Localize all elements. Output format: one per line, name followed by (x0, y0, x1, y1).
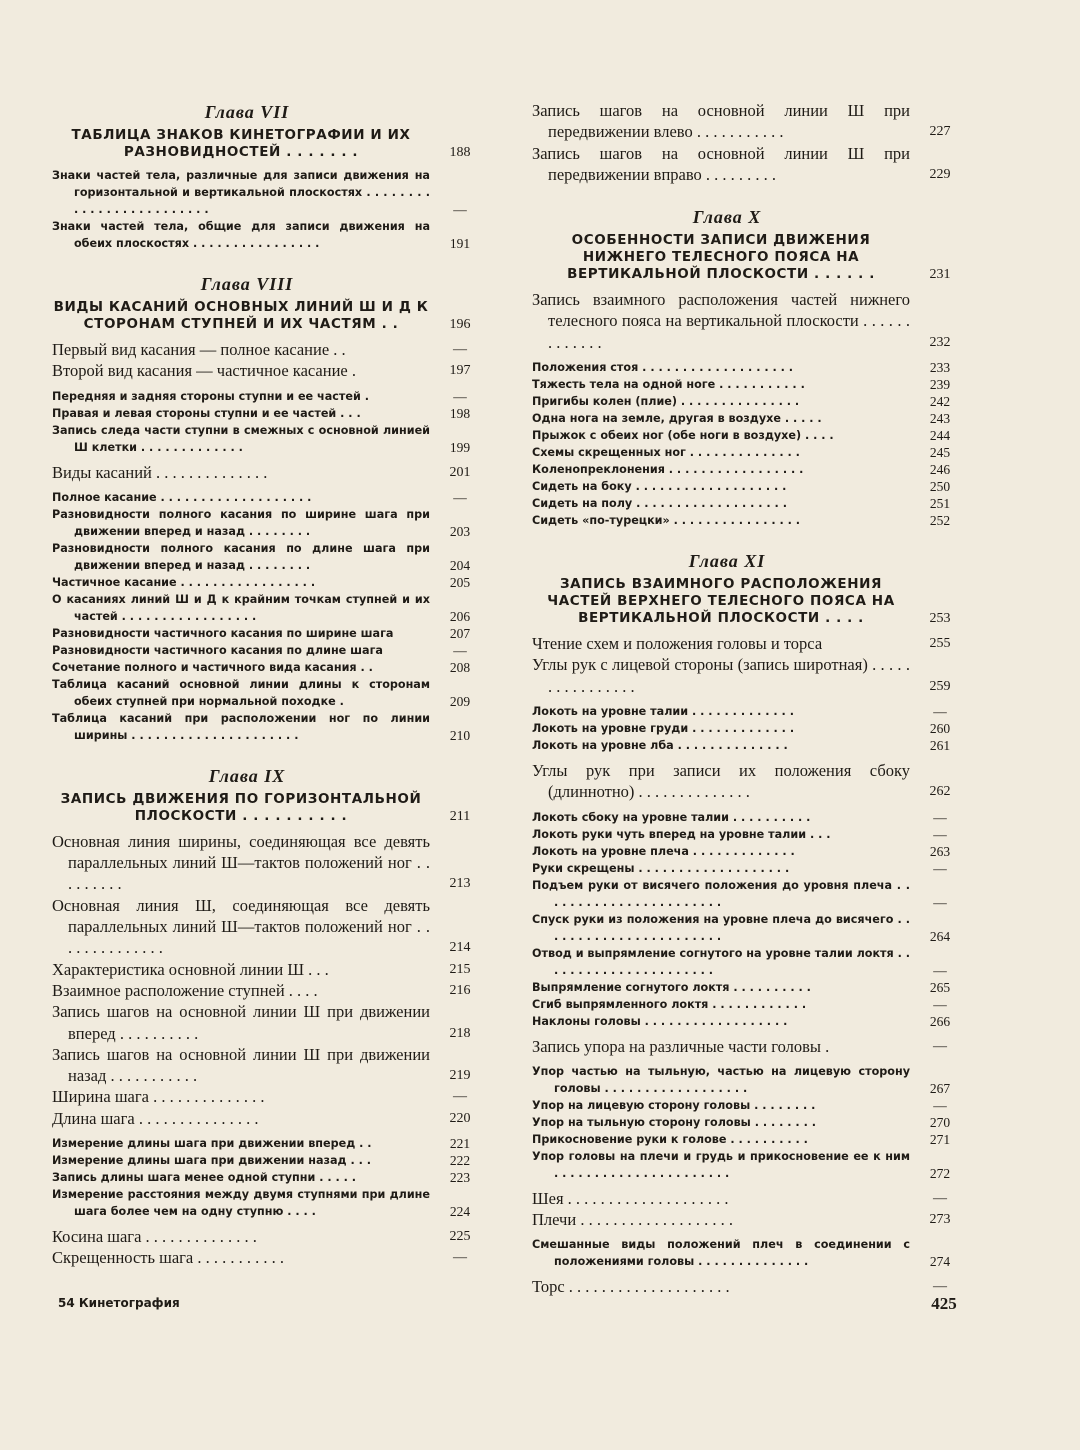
toc-entry (532, 100, 962, 143)
toc-entry-text: Отвод и выпрямление согнутого на уровне талии локтя . . . . . . . . . . . . . . . . . . . . . . (532, 946, 910, 977)
toc-entry-page: 214 (449, 940, 471, 956)
toc-entry-page: 270 (929, 1114, 951, 1130)
toc-entry-text: Косина шага . . . . . . . . . . . . . . (52, 1227, 257, 1247)
toc-entry-page: — (453, 1089, 467, 1105)
toc-entry (532, 1131, 962, 1148)
toc-entry-text: Упор частью на тыльную, частью на лицевую сторону головы . . . . . . . . . . . . . . . . . . (532, 1064, 910, 1095)
toc-entry-page: — (933, 1279, 947, 1295)
toc-entry-page: 203 (449, 523, 471, 539)
toc-entry-page: 233 (929, 360, 951, 376)
toc-entry (532, 1188, 962, 1209)
toc-entry-page: 221 (449, 1136, 471, 1152)
toc-entry-page: 250 (929, 479, 951, 495)
toc-entry-text: Чтение схем и положения головы и торса (532, 634, 823, 654)
toc-entry-page: — (453, 642, 467, 658)
toc-entry-page: 199 (449, 439, 471, 455)
toc-entry-page: — (453, 489, 467, 505)
toc-entry-text: Длина шага . . . . . . . . . . . . . . . (52, 1108, 259, 1128)
toc-entry-text: Разновидности полного касания по длине шага при движении вперед и назад . . . . . . . . (52, 541, 430, 572)
toc-entry (532, 393, 962, 410)
toc-entry-text: Локоть на уровне груди . . . . . . . . . . . . . (532, 721, 795, 735)
toc-entry (532, 410, 962, 427)
toc-entry (52, 1226, 482, 1247)
toc-entry-page: 245 (929, 445, 951, 461)
toc-entry-page: 229 (929, 166, 951, 182)
chapter-title: Глава X (692, 207, 762, 228)
toc-entry (532, 703, 962, 720)
toc-entry (52, 360, 482, 381)
toc-entry (532, 1148, 962, 1182)
toc-entry-page: 259 (929, 678, 951, 694)
toc-entry (52, 506, 482, 540)
toc-entry (532, 945, 962, 979)
chapter-heading-page: 188 (449, 145, 471, 160)
toc-entry-text: О касаниях линий Ш и Д к крайним точкам ступней и их частей . . . . . . . . . . . . . . . . . (52, 592, 430, 623)
toc-entry-text: Углы рук при записи их положения сбоку (длиннотно) . . . . . . . . . . . . . . (532, 760, 910, 802)
toc-left-column (52, 100, 482, 1269)
toc-entry-page: 227 (929, 124, 951, 140)
toc-entry-text: Запись взаимного расположения частей нижнего телесного пояса на вертикальной плоскости . . . . . . . . . . . . . (532, 290, 910, 352)
toc-entry-page: 260 (929, 720, 951, 736)
chapter-title: Глава XI (688, 551, 766, 572)
chapter-spacer (532, 529, 962, 549)
toc-entry-text: Выпрямление согнутого локтя . . . . . . . . . . (532, 980, 811, 994)
toc-entry-page: 224 (449, 1204, 471, 1220)
toc-entry (52, 895, 482, 959)
toc-entry-page: 215 (449, 961, 471, 977)
toc-entry (52, 959, 482, 980)
toc-entry-text: Локоть на уровне плеча . . . . . . . . . . . . . (532, 844, 795, 858)
toc-entry-page: — (453, 1250, 467, 1266)
chapter-heading-text: ОСОБЕННОСТИ ЗАПИСИ ДВИЖЕНИЯ НИЖНЕГО ТЕЛЕСНОГО ПОЯСА НА ВЕРТИКАЛЬНОЙ ПЛОСКОСТИ . . . . . . (567, 232, 875, 283)
chapter-heading-text: ЗАПИСЬ ВЗАИМНОГО РАСПОЛОЖЕНИЯ ЧАСТЕЙ ВЕРХНЕГО ТЕЛЕСНОГО ПОЯСА НА ВЕРТИКАЛЬНОЙ ПЛОСКОСТИ . . . . (547, 576, 895, 627)
toc-entry-page: 206 (449, 608, 471, 624)
toc-entry-text: Частичное касание . . . . . . . . . . . . . . . . . (52, 575, 316, 589)
toc-entry-page: 251 (929, 496, 951, 512)
toc-entry-text: Углы рук с лицевой стороны (запись широтная) . . . . . . . . . . . . . . . . (532, 655, 910, 696)
chapter-heading (532, 232, 962, 283)
chapter-spacer (52, 252, 482, 272)
toc-entry-text: Основная линия ширины, соединяющая все девять параллельных линий Ш—тактов положений ног . . . . . . . . . (52, 831, 430, 894)
toc-entry (532, 911, 962, 945)
toc-entry (52, 642, 482, 659)
toc-entry (532, 760, 962, 803)
chapter-heading-text: ТАБЛИЦА ЗНАКОВ КИНЕТОГРАФИИ И ИХ РАЗНОВИДНОСТЕЙ . . . . . . . (71, 127, 411, 160)
toc-entry-text: Локоть на уровне лба . . . . . . . . . . . . . . (532, 738, 788, 752)
toc-entry (532, 289, 962, 353)
toc-entry (532, 1209, 962, 1230)
toc-entry (532, 444, 962, 461)
toc-entry-text: Одна нога на земле, другая в воздухе . . . . . (532, 412, 822, 426)
toc-entry (532, 843, 962, 860)
toc-entry-text: Руки скрещены . . . . . . . . . . . . . . . . . . . (532, 861, 790, 875)
toc-entry-text: Спуск руки из положения на уровне плеча до висячего . . . . . . . . . . . . . . . . . . . . . . . (532, 912, 910, 943)
toc-entry-text: Разновидности полного касания по ширине шага при движении вперед и назад . . . . . . . . (52, 507, 430, 538)
toc-entry (52, 540, 482, 574)
toc-entry-text: Коленопреклонения . . . . . . . . . . . . . . . . . (532, 463, 804, 477)
toc-entry-page: — (933, 860, 947, 876)
toc-entry-text: Сидеть «по-турецки» . . . . . . . . . . . . . . . . (532, 514, 801, 528)
toc-entry-text: Схемы скрещенных ног . . . . . . . . . . . . . . (532, 446, 800, 460)
toc-entry (532, 512, 962, 529)
toc-entry-page: 222 (449, 1153, 471, 1169)
chapter-heading-page: 211 (449, 808, 471, 824)
toc-entry-text: Виды касаний . . . . . . . . . . . . . . (52, 462, 268, 482)
toc-entry-text: Сидеть на боку . . . . . . . . . . . . . . . . . . . (532, 480, 787, 494)
toc-entry-page: 223 (449, 1170, 471, 1186)
toc-entry (52, 1044, 482, 1087)
toc-entry-text: Взаимное расположение ступней . . . . (52, 980, 318, 1000)
toc-entry-page: 204 (449, 557, 471, 573)
toc-entry-text: Разновидности частичного касания по длине шага (52, 643, 383, 657)
toc-entry-page: 243 (929, 411, 951, 427)
toc-entry (52, 591, 482, 625)
toc-entry-text: Тяжесть тела на одной ноге . . . . . . . . . . . (532, 378, 805, 392)
chapter-heading (52, 299, 482, 333)
toc-entry-page: 207 (449, 625, 471, 641)
toc-entry (532, 979, 962, 996)
toc-entry-page: — (933, 1190, 947, 1206)
toc-entry-page: 264 (929, 928, 951, 944)
chapter-heading-page: 231 (929, 267, 951, 283)
toc-entry-page: 252 (929, 513, 951, 529)
toc-entry (52, 1135, 482, 1152)
toc-entry-page: 208 (449, 659, 471, 675)
toc-entry (52, 1247, 482, 1268)
toc-entry (52, 167, 482, 218)
toc-entry-page: 210 (449, 727, 471, 743)
toc-entry (532, 1097, 962, 1114)
toc-entry-page: — (933, 962, 947, 978)
toc-entry-page: — (453, 202, 467, 217)
toc-entry (532, 461, 962, 478)
toc-entry-page: — (933, 826, 947, 842)
toc-entry-text: Первый вид касания — полное касание . . (52, 340, 346, 359)
toc-entry-page: 271 (929, 1131, 951, 1147)
page-number: 425 (931, 1294, 957, 1313)
toc-entry-text: Разновидности частичного касания по ширине шага (52, 626, 394, 640)
toc-entry-text: Таблица касаний основной линии длины к сторонам обеих ступней при нормальной походке . (52, 677, 430, 708)
toc-entry-page: 261 (929, 737, 951, 753)
toc-entry-page: 244 (929, 428, 951, 444)
toc-entry (532, 860, 962, 877)
toc-entry-text: Запись следа части ступни в смежных с основной линией Ш клетки . . . . . . . . . . . . . (52, 423, 430, 454)
toc-entry-text: Локоть руки чуть вперед на уровне талии . . . (532, 827, 831, 841)
toc-entry (52, 710, 482, 744)
toc-entry-text: Запись шагов на основной линии Ш при передвижении влево . . . . . . . . . . . (532, 101, 910, 142)
toc-entry-text: Знаки частей тела, общие для записи движения на обеих плоскостях . . . . . . . . . . . . . . . . (52, 220, 430, 250)
toc-entry-text: Измерение длины шага при движении назад . . . (52, 1154, 372, 1168)
toc-entry-page: 255 (929, 636, 951, 652)
toc-entry-text: Характеристика основной линии Ш . . . (52, 959, 329, 979)
toc-entry-page: 191 (449, 236, 471, 251)
toc-entry-page: 239 (929, 377, 951, 393)
toc-entry (52, 625, 482, 642)
toc-entry (532, 478, 962, 495)
toc-entry (532, 809, 962, 826)
toc-entry-text: Локоть сбоку на уровне талии . . . . . . . . . . (532, 810, 811, 824)
toc-entry-text: Второй вид касания — частичное касание . (52, 361, 356, 381)
toc-entry-page: 263 (929, 843, 951, 859)
toc-entry-text: Измерение расстояния между двумя ступнями при длине шага более чем на одну ступню . . . . (52, 1188, 430, 1219)
toc-entry (52, 1001, 482, 1044)
toc-entry (52, 1169, 482, 1186)
toc-entry-page: 262 (929, 784, 951, 800)
toc-entry-page: — (933, 1038, 947, 1054)
toc-entry (532, 720, 962, 737)
toc-entry-page: 265 (929, 979, 951, 995)
toc-entry-text: Запись шагов на основной линии Ш при передвижении вправо . . . . . . . . . (532, 143, 910, 184)
toc-entry (52, 676, 482, 710)
toc-entry-text: Основная линия Ш, соединяющая все девять параллельных линий Ш—тактов положений ног . . . . . . . . . . . . . . (52, 895, 430, 958)
toc-entry-text: Запись шагов на основной линии Ш при движении вперед . . . . . . . . . . (52, 1002, 430, 1043)
toc-entry-page: 218 (449, 1025, 471, 1041)
toc-entry-text: Таблица касаний при расположении ног по линии ширины . . . . . . . . . . . . . . . . . . . . . (52, 711, 430, 742)
toc-entry-text: Локоть на уровне талии . . . . . . . . . . . . . (532, 704, 794, 718)
toc-entry-text: Упор на тыльную сторону головы . . . . . . . . (532, 1115, 816, 1129)
toc-entry (52, 218, 482, 252)
toc-entry (52, 405, 482, 422)
chapter-spacer (52, 744, 482, 764)
toc-entry (532, 1114, 962, 1131)
chapter-heading-text: ВИДЫ КАСАНИЙ ОСНОВНЫХ ЛИНИЙ Ш И Д К СТОРОНАМ СТУПНЕЙ И ИХ ЧАСТЯМ . . (53, 299, 429, 332)
toc-entry (52, 659, 482, 676)
chapter-heading (52, 127, 482, 161)
toc-entry (532, 376, 962, 393)
toc-entry (52, 831, 482, 895)
chapter-heading-text: ЗАПИСЬ ДВИЖЕНИЯ ПО ГОРИЗОНТАЛЬНОЙ ПЛОСКОСТИ . . . . . . . . . . (60, 790, 422, 824)
toc-entry-page: 274 (929, 1254, 951, 1270)
chapter-title: Глава IX (208, 765, 286, 786)
toc-entry-text: Прикосновение руки к голове . . . . . . . . . . (532, 1132, 808, 1146)
toc-entry-text: Запись упора на различные части головы . (532, 1036, 830, 1056)
toc-entry-page: 225 (449, 1229, 471, 1245)
toc-entry (532, 1013, 962, 1030)
toc-entry-page: 266 (929, 1013, 951, 1029)
toc-entry (52, 1152, 482, 1169)
toc-entry-page: — (933, 894, 947, 910)
toc-entry-text: Правая и левая стороны ступни и ее частей . . . (52, 406, 361, 420)
toc-entry (52, 489, 482, 506)
toc-entry (532, 1036, 962, 1057)
toc-right-column (532, 100, 962, 1298)
chapter-title: Глава VII (204, 102, 290, 122)
toc-entry (532, 877, 962, 911)
toc-entry-page: 232 (929, 334, 951, 350)
toc-entry-text: Упор головы на плечи и грудь и прикосновение ее к ним . . . . . . . . . . . . . . . . . . . . . . (532, 1149, 910, 1180)
toc-entry (532, 359, 962, 376)
toc-entry (52, 574, 482, 591)
toc-entry-page: 219 (449, 1068, 471, 1084)
toc-entry-text: Плечи . . . . . . . . . . . . . . . . . . . (532, 1210, 733, 1230)
chapter-heading (532, 576, 962, 627)
toc-entry (532, 1063, 962, 1097)
toc-entry (532, 737, 962, 754)
toc-entry-text: Полное касание . . . . . . . . . . . . . . . . . . . (52, 490, 312, 504)
toc-entry-text: Передняя и задняя стороны ступни и ее частей . (52, 389, 369, 403)
toc-entry-text: Подъем руки от висячего положения до уровня плеча . . . . . . . . . . . . . . . . . . . . . . . (532, 878, 910, 909)
toc-entry-page: 273 (929, 1212, 951, 1228)
toc-entry-page: — (933, 996, 947, 1012)
toc-entry (532, 633, 962, 654)
toc-entry-page: 220 (449, 1110, 471, 1126)
toc-entry-page: 198 (449, 405, 471, 421)
chapter-title: Глава VIII (200, 274, 294, 294)
toc-entry-page: — (453, 388, 467, 404)
toc-entry-text: Наклоны головы . . . . . . . . . . . . . . . . . . (532, 1014, 788, 1028)
toc-entry-text: Шея . . . . . . . . . . . . . . . . . . . . (532, 1188, 729, 1208)
toc-entry-text: Запись шагов на основной линии Ш при движении назад . . . . . . . . . . . (52, 1044, 430, 1086)
toc-entry-page: 216 (449, 982, 471, 998)
toc-entry (532, 143, 962, 186)
chapter-spacer (532, 185, 962, 205)
toc-entry (532, 996, 962, 1013)
toc-entry-text: Ширина шага . . . . . . . . . . . . . . (52, 1087, 265, 1107)
toc-entry-text: Упор на лицевую сторону головы . . . . . . . . (532, 1098, 816, 1112)
toc-entry-text: Сочетание полного и частичного вида касания . . (52, 660, 373, 674)
toc-entry-page: 201 (449, 464, 471, 480)
toc-entry-page: 197 (449, 363, 471, 379)
toc-entry-page: 213 (449, 876, 471, 892)
toc-entry (532, 826, 962, 843)
toc-entry (532, 427, 962, 444)
toc-entry-page: 246 (929, 462, 951, 478)
toc-entry (532, 495, 962, 512)
toc-entry-text: Скрещенность шага . . . . . . . . . . . (52, 1248, 284, 1268)
toc-entry-text: Торс . . . . . . . . . . . . . . . . . . . . (532, 1277, 730, 1297)
toc-entry-text: Измерение длины шага при движении вперед . . (52, 1137, 372, 1151)
toc-entry-text: Смешанные виды положений плеч в соединении с положениями головы . . . . . . . . . . . . . . (532, 1238, 910, 1269)
toc-entry-text: Знаки частей тела, различные для записи движения на горизонтальной и вертикальной плоскостях . . . . . . . . . . . . . . . . . . . . . . . . . (52, 169, 430, 216)
toc-entry-text: Сгиб выпрямленного локтя . . . . . . . . . . . . (532, 997, 807, 1011)
toc-entry-text: Пригибы колен (плие) . . . . . . . . . . . . . . . (532, 395, 800, 409)
toc-entry-page: 205 (449, 574, 471, 590)
toc-entry (52, 422, 482, 456)
toc-entry-page: — (453, 342, 467, 357)
chapter-heading-page: 196 (449, 317, 471, 332)
toc-entry (52, 1086, 482, 1107)
toc-entry-page: 242 (929, 394, 951, 410)
toc-entry-text: Запись длины шага менее одной ступни . . . . . (52, 1171, 357, 1185)
toc-entry-text: Прыжок с обеих ног (обе ноги в воздухе) . . . . (532, 429, 834, 443)
toc-entry-page: — (933, 809, 947, 825)
toc-entry-page: — (933, 1097, 947, 1113)
chapter-heading-page: 253 (929, 611, 951, 627)
toc-entry-page: 209 (449, 693, 471, 709)
toc-entry-page: 267 (929, 1080, 951, 1096)
signature-mark: 54 Кинетография (58, 1296, 180, 1310)
toc-entry (52, 1108, 482, 1129)
toc-entry-page: 272 (929, 1165, 951, 1181)
toc-entry-text: Сидеть на полу . . . . . . . . . . . . . . . . . . . (532, 497, 787, 511)
toc-entry (52, 339, 482, 360)
toc-entry (52, 462, 482, 483)
toc-entry-text: Положения стоя . . . . . . . . . . . . . . . . . . . (532, 361, 794, 375)
toc-entry (52, 1186, 482, 1220)
toc-entry (52, 388, 482, 405)
toc-entry (52, 980, 482, 1001)
chapter-heading (52, 791, 482, 825)
toc-entry (532, 1236, 962, 1270)
toc-entry (532, 1276, 962, 1297)
toc-entry-page: — (933, 703, 947, 719)
toc-entry (532, 654, 962, 697)
